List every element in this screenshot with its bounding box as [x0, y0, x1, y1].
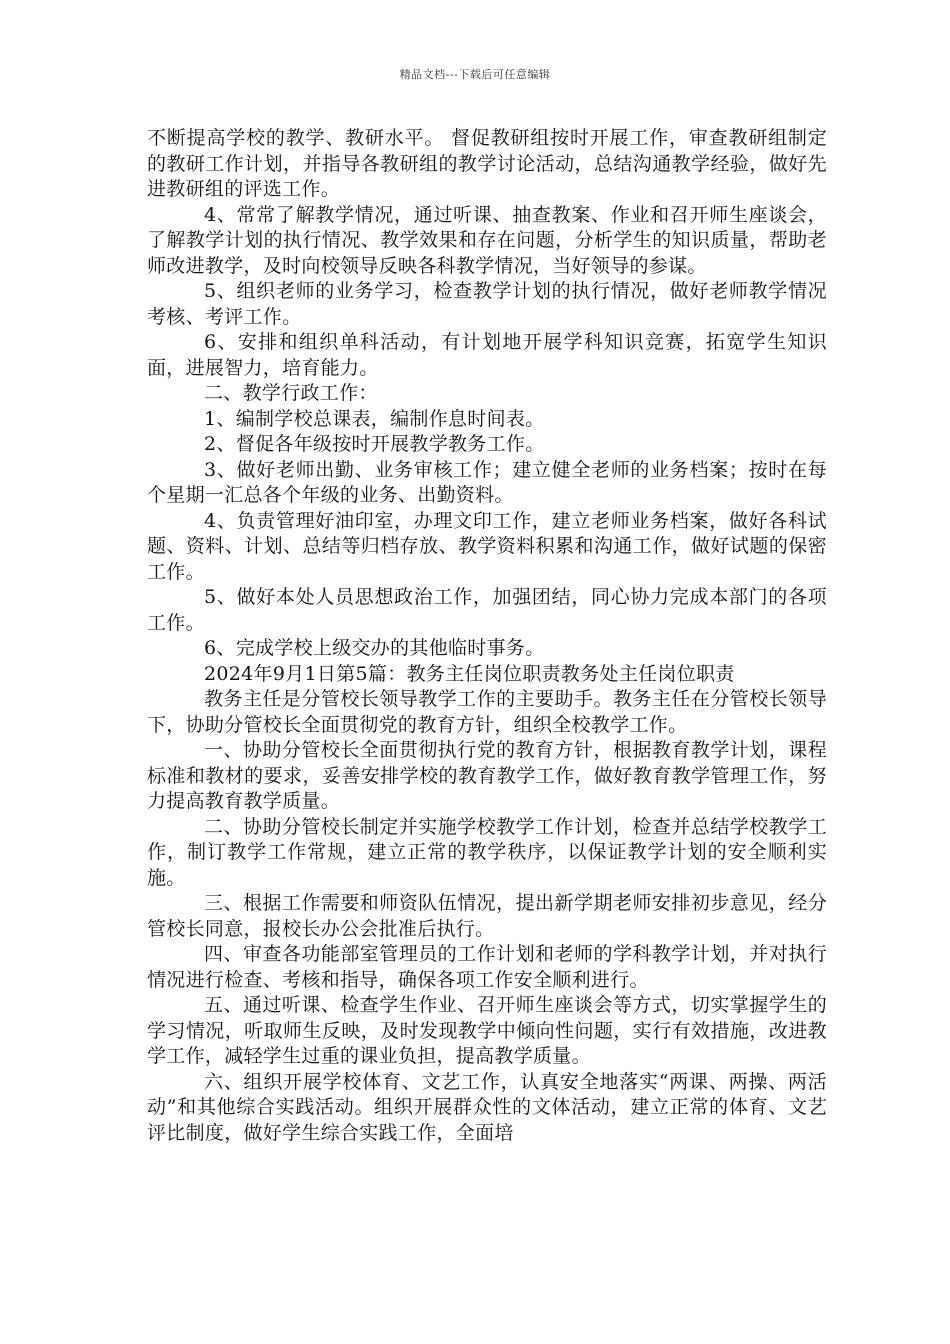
paragraph: 六、组织开展学校体育、文艺工作，认真安全地落实“两课、两操、两活动”和其他综合实践活动。组织开展群众性的文体活动，建立正常的体育、文艺评比制度，做好学生综合实践工作，全面培 — [147, 1070, 827, 1144]
paragraph: 6、安排和组织单科活动，有计划地开展学科知识竞赛，拓宽学生知识面，进展智力，培育能力。 — [147, 331, 827, 379]
paragraph: 五、通过听课、检查学生作业、召开师生座谈会等方式，切实掌握学生的学习情况，听取师生反映，及时发现教学中倾向性问题，实行有效措施，改进教学工作，减轻学生过重的课业负担，提高教学质量。 — [147, 994, 827, 1067]
paragraph: 1、编制学校总课表，编制作息时间表。 — [204, 407, 545, 430]
document-body — [147, 126, 827, 1146]
paragraph: 一、协助分管校长全面贯彻执行党的教育方针，根据教育教学计划，课程标准和教材的要求，妥善安排学校的教育教学工作，做好教育教学管理工作，努力提高教育教学质量。 — [147, 739, 827, 812]
paragraph: 5、做好本处人员思想政治工作，加强团结，同心协力完成本部门的各项工作。 — [147, 586, 827, 634]
paragraph: 教务主任是分管校长领导教学工作的主要助手。教务主任在分管校长领导下，协助分管校长全面贯彻党的教育方针，组织全校教学工作。 — [147, 688, 827, 736]
paragraph: 不断提高学校的教学、教研水平。 督促教研组按时开展工作，审查教研组制定的教研工作计划，并指导各教研组的教学讨论活动，总结沟通教学经验，做好先进教研组的评选工作。 — [147, 127, 827, 200]
paragraph: 4、负责管理好油印室，办理文印工作，建立老师业务档案，做好各科试题、资料、计划、总结等归档存放、教学资料积累和沟通工作，做好试题的保密工作。 — [147, 509, 827, 583]
paragraph: 二、协助分管校长制定并实施学校教学工作计划，检查并总结学校教学工作，制订教学工作常规，建立正常的教学秩序，以保证教学计划的安全顺利实施。 — [147, 815, 827, 889]
paragraph: 5、组织老师的业务学习，检查教学计划的执行情况，做好老师教学情况考核、考评工作。 — [147, 280, 827, 328]
paragraph: 四、审查各功能部室管理员的工作计划和老师的学科教学计划，并对执行情况进行检查、考核和指导，确保各项工作安全顺利进行。 — [147, 943, 827, 991]
page-header: 精品文档---下载后可任意编辑 — [399, 68, 551, 81]
paragraph: 2、督促各年级按时开展教学教务工作。 — [204, 433, 545, 455]
paragraph: 3、做好老师出勤、业务审核工作；建立健全老师的业务档案；按时在每个星期一汇总各个年级的业务、出勤资料。 — [147, 458, 827, 506]
paragraph: 4、常常了解教学情况，通过听课、抽查教案、作业和召开师生座谈会，了解教学计划的执行情况、教学效果和存在问题，分析学生的知识质量，帮助老师改进教学，及时向校领导反映各科教学情况，当好领导的参谋。 — [147, 203, 827, 277]
paragraph: 6、完成学校上级交办的其他临时事务。 — [204, 637, 545, 659]
section-heading: 二、教学行政工作： — [204, 382, 378, 404]
paragraph: 三、根据工作需要和师资队伍情况，提出新学期老师安排初步意见，经分管校长同意，报校长办公会批准后执行。 — [147, 892, 827, 940]
article-title: 2024年9月1日第5篇：教务主任岗位职责教务处主任岗位职责 — [204, 662, 735, 685]
